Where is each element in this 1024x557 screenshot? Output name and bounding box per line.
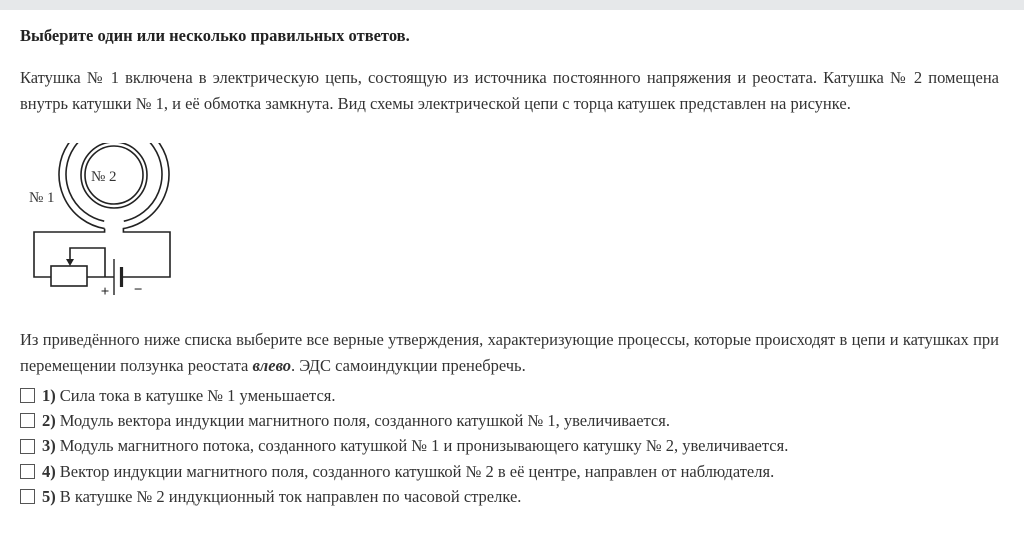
answer-checkbox-4[interactable] (20, 464, 35, 479)
answer-number-4: 4) (42, 461, 56, 481)
answer-checkbox-2[interactable] (20, 413, 35, 428)
circuit-diagram (20, 143, 190, 303)
problem-text: Катушка № 1 включена в электрическую цепь, состоящую из источника постоянного напряжения и реостата. Катушка № 2 помещена внутрь катушки № 1, и её обмотка замкнута. Вид схемы электрической цепи с торца катушек представлен на рисунке. (20, 68, 999, 113)
answer-option-4[interactable] (20, 459, 999, 484)
answer-text-2: Модуль вектора индукции магнитного поля, созданного катушкой № 1, увеличивается. (59, 410, 670, 430)
answer-text-4: Вектор индукции магнитного поля, созданного катушкой № 2 в её центре, направлен от наблюдателя. (59, 461, 775, 481)
question-text-before: Из приведённого ниже списка выберите все верные утверждения, характеризующие процессы, которые происходят в цепи и катушках при перемещении ползунка реостата (20, 330, 999, 375)
question-emphasis: влево (252, 355, 292, 375)
answer-option-2[interactable] (20, 408, 999, 433)
answer-checkbox-3[interactable] (20, 439, 35, 454)
coil1-outer-wire (59, 143, 170, 277)
coil2-label: № 2 (91, 169, 117, 185)
question-text (20, 327, 999, 378)
task-instruction: Выберите один или несколько правильных ответов. (20, 26, 410, 45)
answer-text-1: Сила тока в катушке № 1 уменьшается. (59, 385, 336, 405)
answer-options (20, 383, 999, 509)
rheostat-slider-arrow (66, 259, 74, 266)
answer-checkbox-1[interactable] (20, 388, 35, 403)
answer-checkbox-5[interactable] (20, 489, 35, 504)
top-bar (0, 0, 1024, 10)
answer-option-5[interactable] (20, 484, 999, 509)
coil1-label: № 1 (29, 190, 55, 206)
answer-option-1[interactable] (20, 383, 999, 408)
answer-number-2: 2) (42, 410, 56, 430)
answer-number-5: 5) (42, 486, 56, 506)
rheostat-resistor (51, 266, 87, 286)
answer-text-5: В катушке № 2 индукционный ток направлен по часовой стрелке. (59, 486, 522, 506)
circuit-figure (20, 143, 190, 303)
answer-option-3[interactable] (20, 434, 999, 459)
answer-number-1: 1) (42, 385, 56, 405)
question-text-after: . ЭДС самоиндукции пренебречь. (291, 355, 526, 375)
answer-number-3: 3) (42, 436, 56, 456)
answer-text-3: Модуль магнитного потока, созданного катушкой № 1 и пронизывающего катушку № 2, увеличивается. (59, 436, 789, 456)
task-content (20, 24, 999, 509)
battery-minus-label: − (133, 282, 143, 298)
battery-plus-label: + (100, 284, 110, 300)
